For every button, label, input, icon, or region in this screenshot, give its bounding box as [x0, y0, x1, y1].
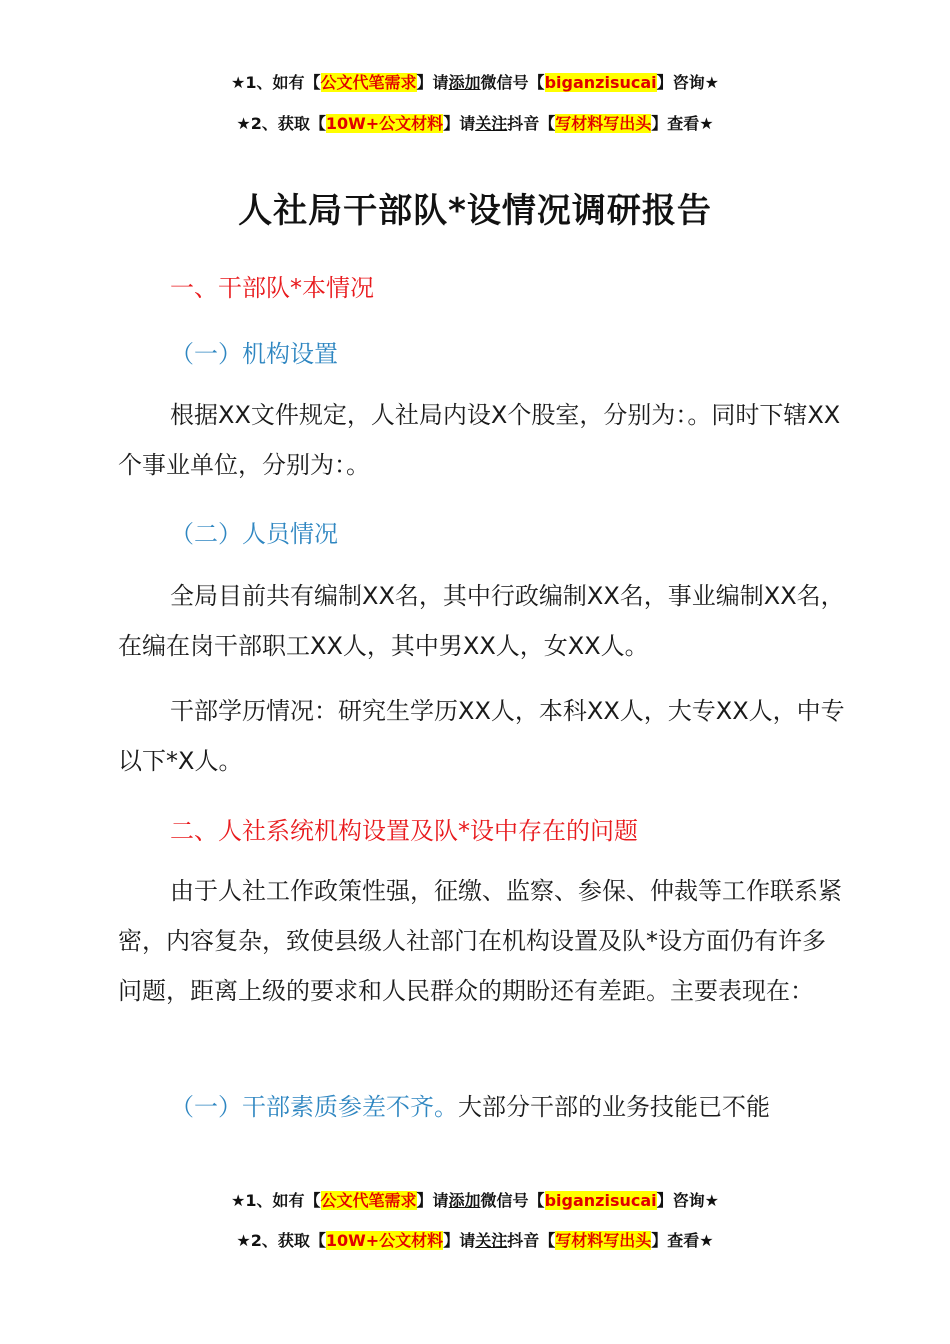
paragraph-1: 根据XX文件规定，人社局内设X个股室，分别为：。同时下辖XX个事业单位，分别为：。: [118, 401, 841, 479]
banner-text: ★2、获取【: [236, 1231, 326, 1250]
section-2-heading: 二、人社系统机构设置及队*设中存在的问题: [170, 817, 638, 845]
top-banner-line-2: [0, 111, 950, 134]
subsection-2-heading: （二）人员情况: [170, 520, 338, 548]
banner-text: 抖音【: [507, 1231, 556, 1250]
banner-text: 】请: [443, 1231, 476, 1250]
banner-highlight: biganzisucai: [544, 73, 657, 92]
banner-underline: 添加: [448, 1191, 481, 1210]
bottom-banner-line-2: [0, 1228, 950, 1251]
banner-highlight: 公文代笔需求: [320, 1191, 417, 1210]
banner-text: 】咨询★: [656, 1191, 719, 1210]
bottom-banner-line-1: [0, 1188, 950, 1211]
document-title: 人社局干部队*设情况调研报告: [238, 191, 712, 231]
banner-highlight: biganzisucai: [544, 1191, 657, 1210]
banner-text: 】查看★: [651, 1231, 714, 1250]
banner-highlight: 10W+公文材料: [325, 1231, 444, 1250]
paragraph-5: [118, 1082, 848, 1132]
banner-text: 】请: [416, 73, 449, 92]
banner-text: 微信号【: [480, 73, 545, 92]
banner-underline: 添加: [448, 73, 481, 92]
banner-underline: 关注: [475, 114, 508, 133]
banner-text: 】查看★: [651, 114, 714, 133]
top-banner-line-1: [0, 70, 950, 93]
banner-text: ★1、如有【: [231, 1191, 321, 1210]
banner-text: 】咨询★: [656, 73, 719, 92]
paragraph-4: 由于人社工作政策性强，征缴、监察、参保、仲裁等工作联系紧密，内容复杂，致使县级人社部门在机构设置及队*设方面仍有许多问题，距离上级的要求和人民群众的期盼还有差距。主要表现在：: [118, 877, 842, 1005]
paragraph-2: 全局目前共有编制XX名，其中行政编制XX名，事业编制XX名，在编在岗干部职工XX人，其中男XX人，女XX人。: [118, 582, 845, 660]
banner-text: ★2、获取【: [236, 114, 326, 133]
banner-text: ★1、如有【: [231, 73, 321, 92]
paragraph-3: 干部学历情况：研究生学历XX人，本科XX人，大专XX人，中专以下*X人。: [118, 697, 845, 775]
banner-highlight: 10W+公文材料: [325, 114, 444, 133]
paragraph-5-lead: （一）干部素质参差不齐。: [170, 1093, 458, 1121]
banner-highlight: 写材料写出头: [555, 114, 652, 133]
paragraph-5-text: 大部分干部的业务技能已不能: [458, 1093, 770, 1121]
banner-text: 】请: [443, 114, 476, 133]
subsection-1-heading: （一）机构设置: [170, 340, 338, 368]
banner-highlight: 写材料写出头: [555, 1231, 652, 1250]
banner-text: 】请: [416, 1191, 449, 1210]
banner-text: 微信号【: [480, 1191, 545, 1210]
section-1-heading: 一、干部队*本情况: [170, 274, 374, 302]
banner-underline: 关注: [475, 1231, 508, 1250]
banner-highlight: 公文代笔需求: [320, 73, 417, 92]
banner-text: 抖音【: [507, 114, 556, 133]
